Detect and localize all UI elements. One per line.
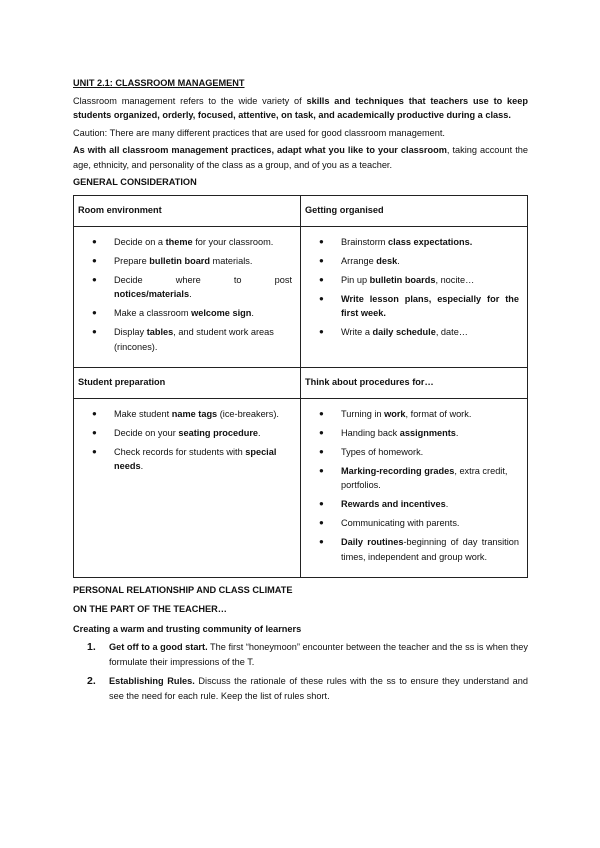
- list-item: ● Pin up bulletin boards, nocite…: [305, 273, 523, 288]
- list-item: ● Decide where to post notices/materials.: [78, 273, 296, 302]
- list-item: ● Decide on your seating procedure.: [78, 426, 296, 441]
- list-item: 1. Get off to a good start. The first “honeymoon” encounter between the teacher and the ss is when they formulate their impressions of the T.: [87, 641, 528, 667]
- list-item: ● Turning in work, format of work.: [305, 407, 523, 422]
- caution-paragraph: Caution: There are many different practices that are used for good classroom management.: [73, 127, 445, 138]
- consideration-table: [73, 195, 528, 578]
- list-item: ● Brainstorm class expectations.: [305, 235, 523, 250]
- list-item: ● Write a daily schedule, date…: [305, 325, 523, 340]
- intro-text: Classroom management refers to the wide variety of: [73, 95, 307, 106]
- procedures-header: Think about procedures for…: [301, 367, 528, 398]
- list-item: ● Make student name tags (ice-breakers).: [78, 407, 296, 422]
- intro-paragraph: [73, 94, 528, 123]
- room-environment-header: Room environment: [74, 195, 301, 226]
- list-item: ● Communicating with parents.: [305, 516, 523, 531]
- list-item: ● Marking-recording grades, extra credit, portfolios.: [305, 464, 523, 493]
- adapt-bold-text: As with all classroom management practices, adapt what you like to your classroom: [73, 145, 447, 155]
- getting-organised-cell: [301, 226, 528, 367]
- creating-community-heading: Creating a warm and trusting community of learners: [73, 623, 302, 634]
- adapt-text: , taking account the age, ethnicity, and personality of the class as a group, and of you as a teacher.: [73, 145, 528, 170]
- list-item: ● Write lesson plans, especially for the first week.: [305, 292, 523, 321]
- list-item: ● Check records for students with special needs.: [78, 445, 296, 474]
- procedures-cell: [301, 398, 528, 577]
- numbered-list: [73, 640, 528, 703]
- list-item: ● Daily routines-beginning of day transition times, independent and group work.: [305, 535, 523, 564]
- teacher-heading: ON THE PART OF THE TEACHER…: [73, 604, 227, 614]
- list-item: ● Decide on a theme for your classroom.: [78, 235, 296, 250]
- list-item: ● Arrange desk.: [305, 254, 523, 269]
- list-item: ● Rewards and incentives.: [305, 497, 523, 512]
- list-item: ● Handing back assignments.: [305, 426, 523, 441]
- student-preparation-cell: [74, 398, 301, 577]
- list-item: 2. Establishing Rules. Discuss the rationale of these rules with the ss to ensure they understand and see the need for each rule. Keep the list of rules short.: [87, 675, 529, 701]
- personal-relationship-heading: PERSONAL RELATIONSHIP AND CLASS CLIMATE: [73, 584, 293, 595]
- list-item: ● Prepare bulletin board materials.: [78, 254, 296, 269]
- document-page: [73, 76, 528, 708]
- getting-organised-header: Getting organised: [301, 195, 528, 226]
- list-item: ● Display tables, and student work areas (rincones).: [78, 325, 296, 354]
- student-preparation-header: Student preparation: [74, 367, 301, 398]
- room-environment-cell: [74, 226, 301, 367]
- general-consideration-heading: GENERAL CONSIDERATION: [73, 177, 197, 187]
- list-item: ● Types of homework.: [305, 445, 523, 460]
- unit-title: UNIT 2.1: CLASSROOM MANAGEMENT: [73, 78, 245, 88]
- adapt-paragraph: [73, 143, 528, 172]
- intro-bold-text: skills and techniques that teachers use to keep students organized, orderly, focused, attentive, on task, and academically productive during a class.: [73, 95, 528, 120]
- list-item: ● Make a classroom welcome sign.: [78, 306, 296, 321]
